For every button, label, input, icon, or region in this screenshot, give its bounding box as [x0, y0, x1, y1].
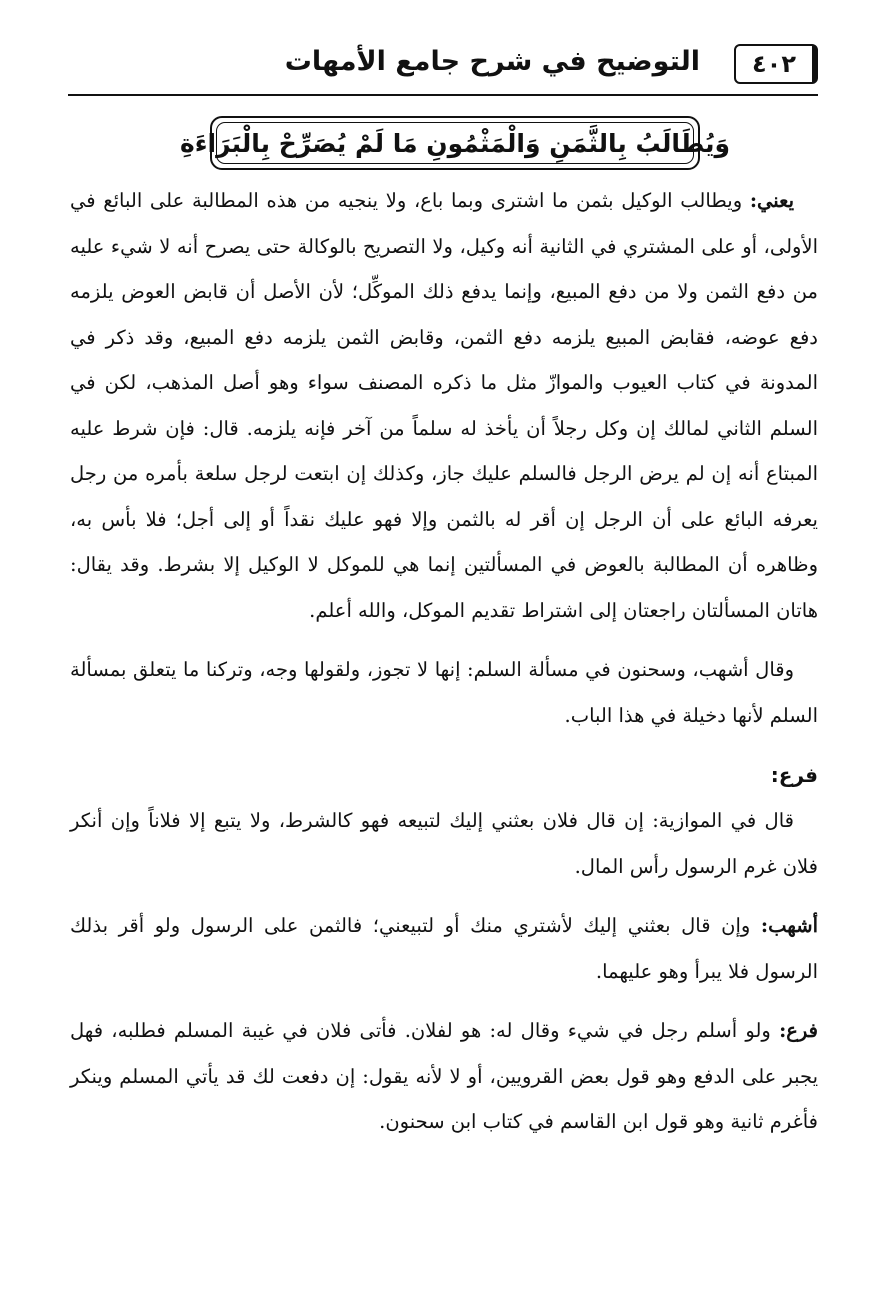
- paragraph-5: [70, 1008, 818, 1145]
- body-text: [70, 178, 818, 1145]
- section-heading-frame: [179, 116, 731, 170]
- paragraph-text: ويطالب الوكيل بثمن ما اشترى وبما باع، ولا ينجيه من هذه المطالبة على البائع في الأولى، أو على المشتري في الثانية أنه وكيل، ولا التصريح بالوكالة حتى يصرح أنه لا شيء عليه من دفع الثمن ولا من دفع المبيع، وإنما يدفع ذلك الموكِّل؛ لأن الأصل أن قابض العوض يلزمه دفع عوضه، فقابض المبيع يلزمه دفع الثمن، وقابض الثمن يلزمه دفع المبيع، وقد ذكر في المدونة في كتاب العيوب والموازّ مثل ما ذكره المصنف سواء وهو أصل المذهب، لكن في السلم الثاني لمالك إن وكل رجلاً أن يأخذ له سلماً من آخر فإنه يلزمه. قال: فإن شرط عليه المبتاع أنه إن لم يرض الرجل فالسلم عليك جاز، وكذلك إن ابتعت لرجل سلعة بأمره من رجل يعرفه البائع على أن الرجل إن أقر له بالثمن وإلا فهو عليك نقداً أو إلى أجل؛ فلا بأس به، وظاهره أن المطالبة بالعوض في المسألتين إنما هي للموكل لا الوكيل إلا بشرط. وقد يقال: هاتان المسألتان راجعتان إلى اشتراط تقديم الموكل، والله أعلم.: [70, 189, 818, 622]
- section-heading: وَيُطَالَبُ بِالثَّمَنِ وَالْمَثْمُونِ مَا لَمْ يُصَرِّحْ بِالْبَرَاءَةِ: [179, 128, 731, 158]
- paragraph-lead: فرع:: [779, 1019, 818, 1042]
- paragraph-1: [70, 178, 818, 633]
- paragraph-2: وقال أشهب، وسحنون في مسألة السلم: إنها لا تجوز، ولقولها وجه، وتركنا ما يتعلق بمسألة السلم لأنها دخيلة في هذا الباب.: [70, 658, 818, 727]
- paragraph-text: وإن قال بعثني إليك لأشتري منك أو لتبيعني؛ فالثمن على الرسول ولو أقر بذلك الرسول فلا يبرأ وهو عليهما.: [70, 914, 818, 983]
- paragraph-3: قال في الموازية: إن قال فلان بعثني إليك لتبيعه فهو كالشرط، ولا يتبع إلا فلاناً وإن أنكر فلان غرم الرسول رأس المال.: [70, 809, 818, 878]
- subheading-far: فرع:: [770, 763, 818, 787]
- paragraph-lead: أشهب:: [760, 914, 818, 937]
- paragraph-lead: يعني:: [749, 189, 794, 212]
- paragraph-text: ولو أسلم رجل في شيء وقال له: هو لفلان. فأتى فلان في غيبة المسلم فطلبه، فهل يجبر على الدفع وهو قول بعض القرويين، أو لا لأنه يقول: إن دفعت لك قد يأتي المسلم وينكر فأغرم ثانية وهو قول ابن القاسم في كتاب ابن سحنون.: [70, 1019, 818, 1133]
- paragraph-4: [70, 903, 818, 994]
- page-header: [68, 40, 818, 100]
- header-divider: [68, 94, 818, 96]
- page-number: ٤٠٢: [734, 44, 818, 84]
- running-title: التوضيح في شرح جامع الأمهات: [284, 46, 700, 77]
